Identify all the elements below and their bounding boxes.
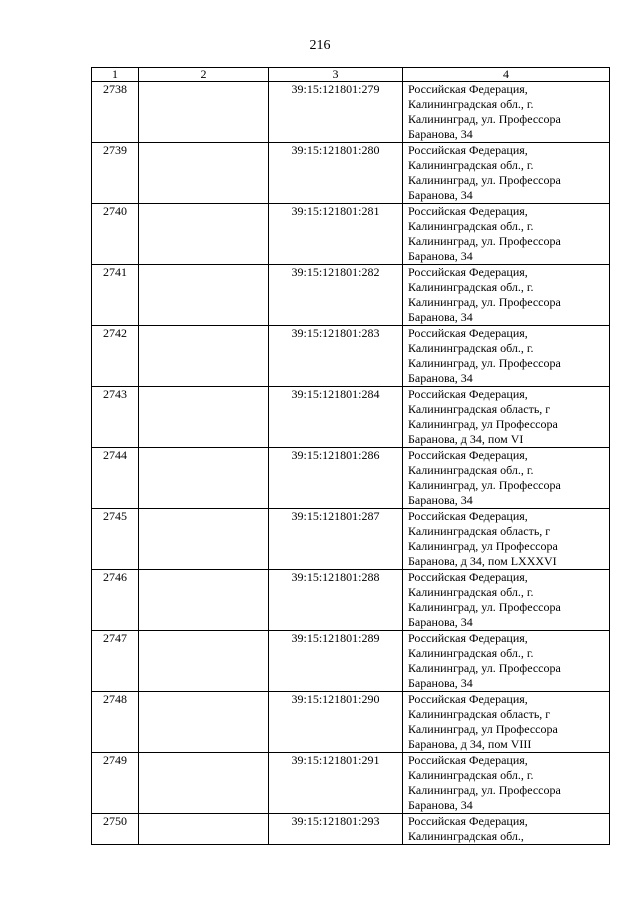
cadastral-number: 39:15:121801:286 — [269, 448, 403, 509]
address: Российская Федерация, Калининградская область, г Калининград, ул Профессора Баранова, д 34, пом VI — [403, 387, 610, 448]
row-number: 2744 — [92, 448, 139, 509]
row-column-2 — [139, 387, 269, 448]
address: Российская Федерация, Калининградская обл., г. Калининград, ул. Профессора Баранова, 34 — [403, 143, 610, 204]
row-number: 2738 — [92, 82, 139, 143]
address: Российская Федерация, Калининградская обл., г. Калининград, ул. Профессора Баранова, 34 — [403, 204, 610, 265]
row-number: 2739 — [92, 143, 139, 204]
row-number: 2741 — [92, 265, 139, 326]
row-number: 2750 — [92, 814, 139, 845]
column-header-2: 2 — [139, 68, 269, 82]
row-column-2 — [139, 753, 269, 814]
row-column-2 — [139, 509, 269, 570]
cadastral-number: 39:15:121801:281 — [269, 204, 403, 265]
address: Российская Федерация, Калининградская обл., г. Калининград, ул. Профессора Баранова, 34 — [403, 753, 610, 814]
table-body — [92, 82, 610, 845]
row-column-2 — [139, 143, 269, 204]
address: Российская Федерация, Калининградская область, г Калининград, ул Профессора Баранова, д 34, пом LXXXVI — [403, 509, 610, 570]
row-column-2 — [139, 204, 269, 265]
address: Российская Федерация, Калининградская обл., г. Калининград, ул. Профессора Баранова, 34 — [403, 631, 610, 692]
row-column-2 — [139, 265, 269, 326]
row-column-2 — [139, 82, 269, 143]
cadastral-number: 39:15:121801:291 — [269, 753, 403, 814]
page-number: 216 — [309, 38, 331, 53]
table-row — [92, 448, 610, 509]
row-number: 2749 — [92, 753, 139, 814]
cadastral-number: 39:15:121801:284 — [269, 387, 403, 448]
address: Российская Федерация, Калининградская обл., — [403, 814, 610, 845]
row-number: 2743 — [92, 387, 139, 448]
table-row — [92, 814, 610, 845]
table-row — [92, 692, 610, 753]
row-column-2 — [139, 814, 269, 845]
row-number: 2742 — [92, 326, 139, 387]
row-number: 2746 — [92, 570, 139, 631]
row-column-2 — [139, 326, 269, 387]
row-column-2 — [139, 631, 269, 692]
column-header-3: 3 — [269, 68, 403, 82]
table-row — [92, 82, 610, 143]
row-number: 2747 — [92, 631, 139, 692]
table-row — [92, 143, 610, 204]
table-row — [92, 326, 610, 387]
table-row — [92, 570, 610, 631]
row-column-2 — [139, 570, 269, 631]
row-column-2 — [139, 448, 269, 509]
cadastral-number: 39:15:121801:293 — [269, 814, 403, 845]
cadastral-number: 39:15:121801:287 — [269, 509, 403, 570]
cadastral-number: 39:15:121801:279 — [269, 82, 403, 143]
address: Российская Федерация, Калининградская обл., г. Калининград, ул. Профессора Баранова, 34 — [403, 570, 610, 631]
address: Российская Федерация, Калининградская обл., г. Калининград, ул. Профессора Баранова, 34 — [403, 265, 610, 326]
table-row — [92, 265, 610, 326]
table-row — [92, 387, 610, 448]
column-header-1: 1 — [92, 68, 139, 82]
table-row — [92, 204, 610, 265]
cadastral-number: 39:15:121801:282 — [269, 265, 403, 326]
cadastral-number: 39:15:121801:290 — [269, 692, 403, 753]
address: Российская Федерация, Калининградская обл., г. Калининград, ул. Профессора Баранова, 34 — [403, 448, 610, 509]
column-header-4: 4 — [403, 68, 610, 82]
row-number: 2748 — [92, 692, 139, 753]
row-number: 2745 — [92, 509, 139, 570]
header-row — [92, 68, 610, 82]
table-row — [92, 631, 610, 692]
cadastral-number: 39:15:121801:283 — [269, 326, 403, 387]
cadastral-number: 39:15:121801:289 — [269, 631, 403, 692]
cadastral-number: 39:15:121801:280 — [269, 143, 403, 204]
registry-table — [91, 67, 610, 845]
address: Российская Федерация, Калининградская обл., г. Калининград, ул. Профессора Баранова, 34 — [403, 326, 610, 387]
table-row — [92, 509, 610, 570]
cadastral-number: 39:15:121801:288 — [269, 570, 403, 631]
table-row — [92, 753, 610, 814]
address: Российская Федерация, Калининградская область, г Калининград, ул Профессора Баранова, д 34, пом VIII — [403, 692, 610, 753]
row-number: 2740 — [92, 204, 139, 265]
row-column-2 — [139, 692, 269, 753]
address: Российская Федерация, Калининградская обл., г. Калининград, ул. Профессора Баранова, 34 — [403, 82, 610, 143]
